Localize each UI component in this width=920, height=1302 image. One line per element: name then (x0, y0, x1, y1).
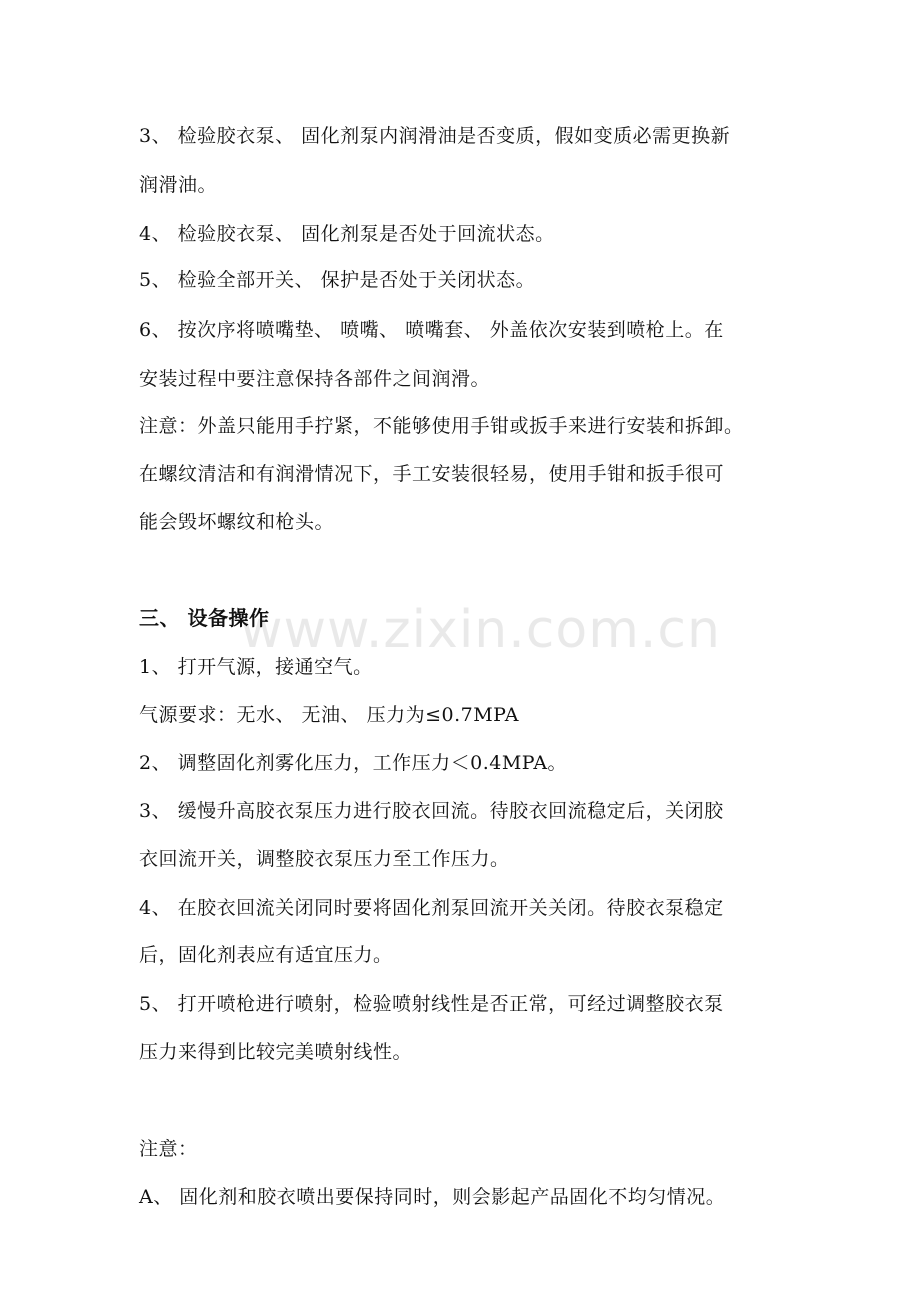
text-line: 6、 按次序将喷嘴垫、 喷嘴、 喷嘴套、 外盖依次安装到喷枪上。在 (139, 319, 724, 341)
text-line: 3、 缓慢升高胶衣泵压力进行胶衣回流。待胶衣回流稳定后，关闭胶 (139, 800, 724, 822)
text-line: 4、 检验胶衣泵、 固化剂泵是否处于回流状态。 (139, 223, 555, 245)
text-line: 5、 检验全部开关、 保护是否处于关闭状态。 (139, 269, 536, 291)
note-label: 注意： (139, 1138, 198, 1160)
text-line: 在螺纹清洁和有润滑情况下，手工安装很轻易，使用手钳和扳手很可 (139, 463, 725, 485)
text-line: 1、 打开气源，接通空气。 (139, 656, 373, 678)
text-line: 后，固化剂表应有适宜压力。 (139, 944, 393, 966)
text-line: 注意：外盖只能用手拧紧，不能够使用手钳或扳手来进行安装和拆卸。 (139, 415, 744, 437)
text-line: 能会毁坏螺纹和枪头。 (139, 511, 335, 533)
text-line: 气源要求：无水、 无油、 压力为≤0.7MPA (139, 704, 519, 726)
text-line: 3、 检验胶衣泵、 固化剂泵内润滑油是否变质，假如变质必需更换新 (139, 125, 731, 147)
text-line: 5、 打开喷枪进行喷射，检验喷射线性是否正常，可经过调整胶衣泵 (139, 993, 724, 1015)
text-line: 衣回流开关，调整胶衣泵压力至工作压力。 (139, 848, 510, 870)
text-line: 安装过程中要注意保持各部件之间润滑。 (139, 368, 491, 390)
text-line: 润滑油。 (139, 174, 218, 196)
text-line: 4、 在胶衣回流关闭同时要将固化剂泵回流开关关闭。待胶衣泵稳定 (139, 897, 724, 919)
watermark: www.zixin.com.cn (240, 600, 721, 660)
text-line: 压力来得到比较完美喷射线性。 (139, 1041, 413, 1063)
section-heading: 三、 设备操作 (139, 606, 270, 630)
text-line: 2、 调整固化剂雾化压力，工作压力＜0.4MPA。 (139, 752, 568, 774)
text-line: A、 固化剂和胶衣喷出要保持同时，则会影起产品固化不均匀情况。 (139, 1186, 726, 1208)
